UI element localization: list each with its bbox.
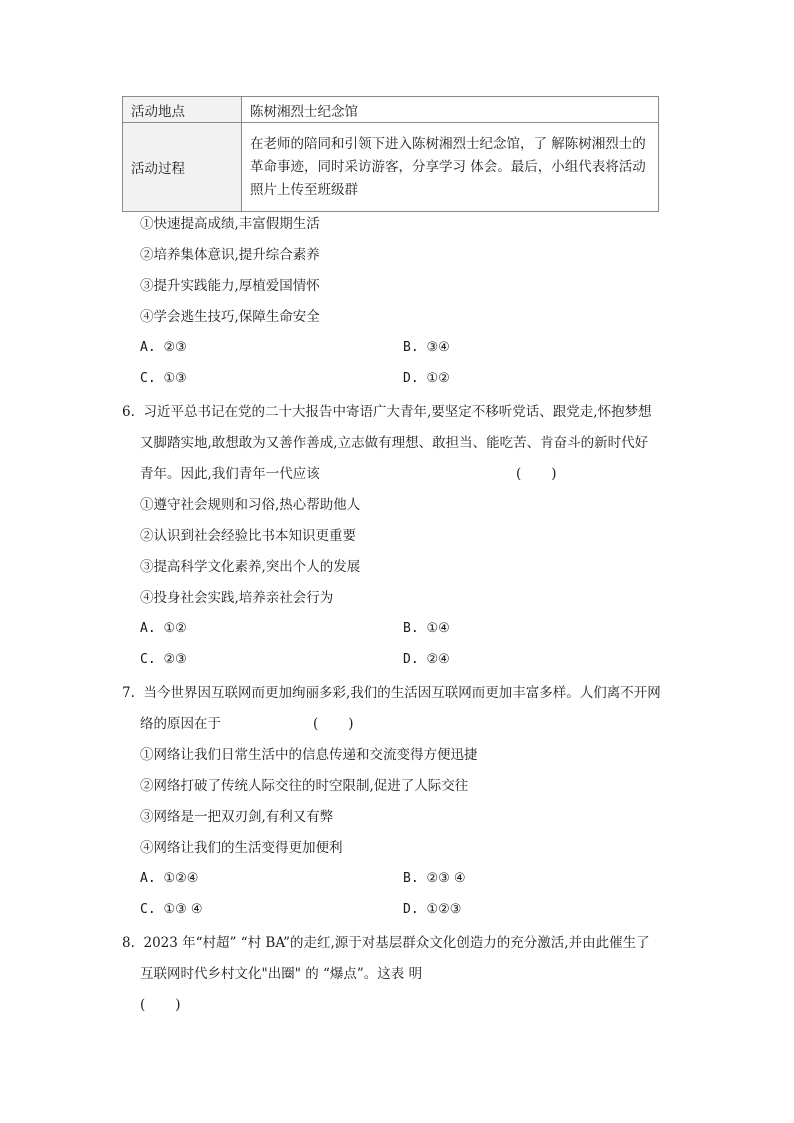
q7-option-c[interactable] <box>140 901 203 919</box>
option-letter: D. <box>403 371 419 386</box>
option-letter: B. <box>403 621 419 636</box>
q7-option-a[interactable] <box>140 870 198 888</box>
option-text: ②③ <box>163 340 187 355</box>
q8-answer-blank[interactable]: ( ) <box>140 997 181 1013</box>
q5-statement-2: ②培养集体意识,提升综合素养 <box>140 247 320 263</box>
question-text: 2023 年“村超” “村 BA”的走红,源于对基层群众文化创造力的充分激活,并由此催生了 <box>143 935 650 951</box>
option-letter: B. <box>403 871 419 886</box>
option-text: ①②③ <box>426 902 462 917</box>
q6-option-d[interactable] <box>403 651 450 669</box>
q7-statement-3: ③网络是一把双刃剑,有利又有弊 <box>140 809 334 825</box>
q6-stem-line-3: 青年。因此,我们青年一代应该 <box>140 466 320 482</box>
option-text: ①③ ④ <box>163 902 203 917</box>
q6-statement-2: ②认识到社会经验比书本知识更重要 <box>140 528 356 544</box>
q8-stem-line-2: 互联网时代乡村文化"出圈" 的 “爆点”。这表 明 <box>140 966 423 982</box>
q7-answer-blank[interactable]: ( ) <box>313 716 354 732</box>
q5-statement-4: ④学会逃生技巧,保障生命安全 <box>140 309 320 325</box>
q6-option-b[interactable] <box>403 620 450 638</box>
option-text: ①②④ <box>163 871 199 886</box>
option-letter: D. <box>403 652 419 667</box>
option-letter: B. <box>403 340 419 355</box>
option-letter: A. <box>140 340 156 355</box>
q8-stem-line-1 <box>122 934 650 952</box>
option-text: ①② <box>426 371 450 386</box>
table-row <box>123 123 659 212</box>
q6-statement-4: ④投身社会实践,培养亲社会行为 <box>140 590 334 606</box>
q6-option-a[interactable] <box>140 620 187 638</box>
q5-statement-1: ①快速提高成绩,丰富假期生活 <box>140 216 320 232</box>
question-text: 习近平总书记在党的二十大报告中寄语广大青年,要坚定不移听党话、跟党走,怀抱梦想 <box>143 404 652 420</box>
activity-location-label: 活动地点 <box>123 97 242 123</box>
option-text: ②④ <box>426 652 450 667</box>
option-letter: C. <box>140 371 156 386</box>
q6-stem-line-1 <box>122 403 652 421</box>
option-text: ①③ <box>163 371 187 386</box>
question-number: 6. <box>122 404 135 420</box>
option-text: ①② <box>163 621 187 636</box>
question-number: 8. <box>122 935 135 951</box>
table-row <box>123 97 659 123</box>
option-text: ②③ <box>163 652 187 667</box>
activity-table <box>122 96 659 212</box>
q5-option-d[interactable] <box>403 370 450 388</box>
q6-answer-blank[interactable]: ( ) <box>516 466 557 482</box>
q5-option-b[interactable] <box>403 339 450 357</box>
q7-stem-line-2: 络的原因在于 <box>140 716 221 732</box>
activity-location-value: 陈树湘烈士纪念馆 <box>242 97 659 123</box>
q5-statement-3: ③提升实践能力,厚植爱国情怀 <box>140 278 320 294</box>
activity-process-label: 活动过程 <box>123 123 242 212</box>
q5-option-c[interactable] <box>140 370 187 388</box>
q6-option-c[interactable] <box>140 651 187 669</box>
option-letter: A. <box>140 871 156 886</box>
option-letter: C. <box>140 902 156 917</box>
q7-option-d[interactable] <box>403 901 461 919</box>
question-text: 当今世界因互联网而更加绚丽多彩,我们的生活因互联网而更加丰富多样。人们离不开网 <box>143 685 661 701</box>
option-letter: C. <box>140 652 156 667</box>
option-text: ③④ <box>426 340 450 355</box>
q7-statement-4: ④网络让我们的生活变得更加便利 <box>140 840 343 856</box>
question-number: 7. <box>122 685 135 701</box>
option-text: ①④ <box>426 621 450 636</box>
q6-statement-1: ①遵守社会规则和习俗,热心帮助他人 <box>140 497 361 513</box>
q6-stem-line-2: 又脚踏实地,敢想敢为又善作善成,立志做有理想、敢担当、能吃苦、肯奋斗的新时代好 <box>140 435 649 451</box>
q6-statement-3: ③提高科学文化素养,突出个人的发展 <box>140 559 361 575</box>
option-letter: D. <box>403 902 419 917</box>
option-letter: A. <box>140 621 156 636</box>
q7-option-b[interactable] <box>403 870 466 888</box>
q7-stem-line-1 <box>122 684 661 702</box>
q7-statement-2: ②网络打破了传统人际交往的时空限制,促进了人际交往 <box>140 778 469 794</box>
q5-option-a[interactable] <box>140 339 187 357</box>
activity-process-value: 在老师的陪同和引领下进入陈树湘烈士纪念馆，了 解陈树湘烈士的革命事迹，同时采访游客，分享学习 体会。最后，小组代表将活动照片上传至班级群 <box>242 123 659 212</box>
q7-statement-1: ①网络让我们日常生活中的信息传递和交流变得方便迅捷 <box>140 747 478 763</box>
option-text: ②③ ④ <box>426 871 466 886</box>
